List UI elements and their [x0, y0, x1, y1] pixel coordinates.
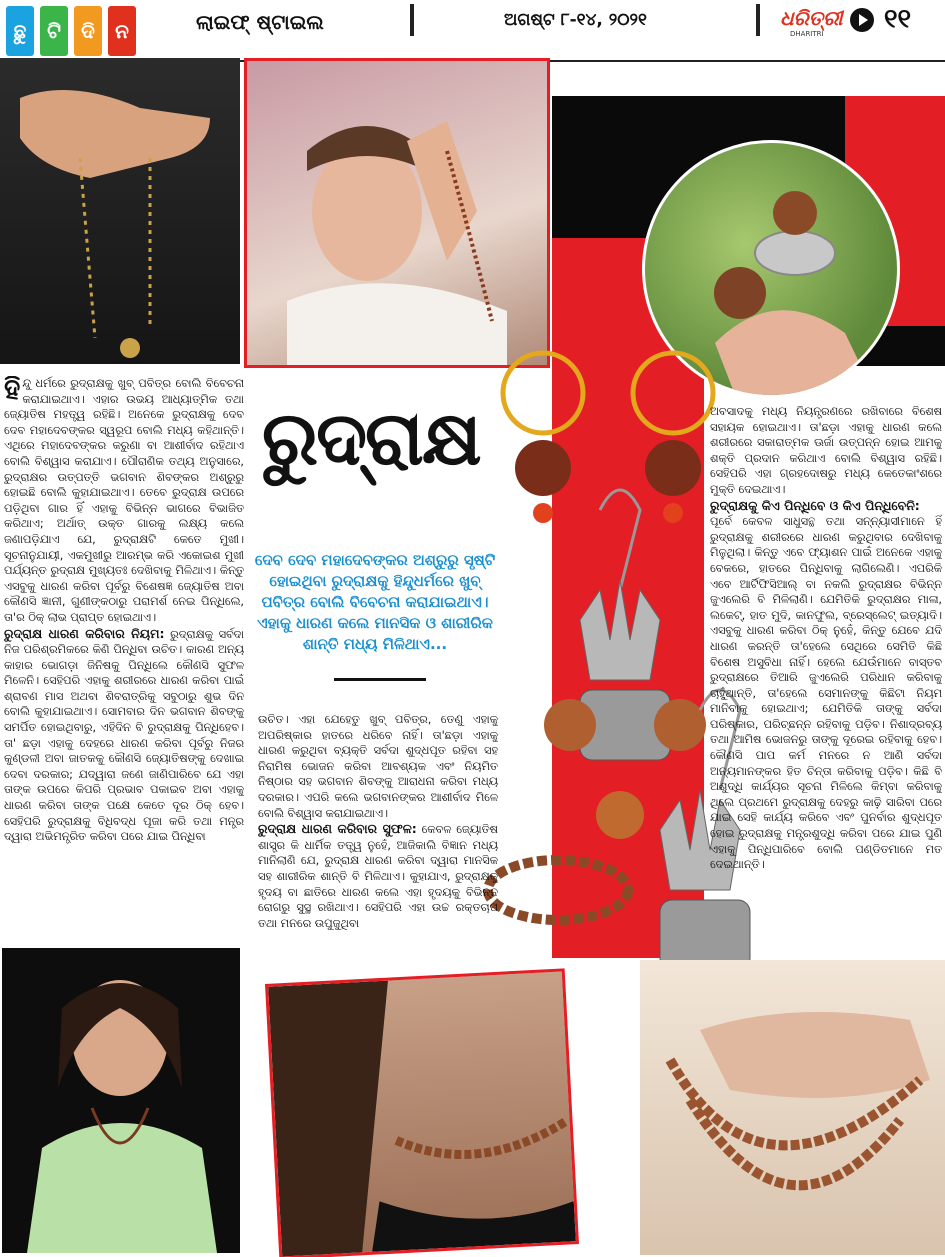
brand-tile-2: ଟି [40, 6, 68, 56]
section-title: ଲାଇଫ୍ ଷ୍ଟାଇଲ [196, 10, 324, 34]
brand-tile-4: ନ [108, 6, 136, 56]
header-divider [410, 4, 414, 36]
issue-date: ଅଗଷ୍ଟ ୮-୧୪, ୨୦୨୧ [504, 10, 647, 30]
photo-woman-necklace [2, 948, 240, 1253]
pull-quote: ଦେବ ଦେବ ମହାଦେବଙ୍କର ଅଶ୍ରୁରୁ ସୃଷ୍ଟି ହୋଇଥିବା ରୁଦ୍ରାକ୍ଷକୁ ହିନ୍ଦୁଧର୍ମରେ ଖୁବ୍ ପବିତ୍ର ବୋଲି ବିବେଚନା କରାଯାଇଥାଏ। ଏହାକୁ ଧାରଣ କଲେ ମାନସିକ ଓ ଶାରୀରିକ ଶାନ୍ତି ମଧ୍ୟ ମିଳିଥାଏ... [254, 551, 496, 653]
photo-choker [265, 968, 579, 1257]
article-column-1 [4, 376, 244, 944]
brand-tile-1: ଛୁ [6, 6, 34, 56]
header-divider [756, 4, 760, 36]
photo-hand-beads [640, 960, 945, 1255]
headline: ରୁଦ୍ରାକ୍ଷ [262, 396, 480, 482]
article-column-2 [258, 712, 498, 980]
column-1-subhead: ରୁଦ୍ରାକ୍ଷ ଧାରଣ କରିବାର ନିୟମ: [4, 625, 165, 641]
column-1-body: ରୁଦ୍ରାକ୍ଷକୁ ସର୍ବଦା ନିଜ ପରିଶ୍ରମିକରେ କିଣି ପିନ୍ଧିବା ଉଚିତ। କାରଣ ଅନ୍ୟ କାହାର ଭୋଗଡ଼ା ଜିନିଷକୁ ପିନ୍ଧିଲେ କୌଣସି ସୁଫଳ ମିଳେନି। ସେହିପରି ଏହାକୁ ଶରୀରରେ ଧାରଣ କରିବା ପାଇଁ ଶ୍ରାବଣ ମାସ ଅଥବା ଶିବରାତ୍ରିକୁ ସବୁଠାରୁ ଶୁଭ ଦିନ ବୋଲି କୁହାଯାଇଥାଏ। ସୋମବାର ଦିନ ଭଗବାନ ଶିବଙ୍କୁ ସମର୍ପିତ ହୋଇଥିବାରୁ, ଏହିଦିନ ବି ରୁଦ୍ରାକ୍ଷକୁ ପିନ୍ଧିହେବ। ତା' ଛଡ଼ା ଏହାକୁ ଦେହରେ ଧାରଣ କରିବା ପୂର୍ବରୁ ନିଜର କୁଣ୍ଡଳୀ ଅବା ଜାତକକୁ କୌଣସି ଜ୍ୟୋତିଷଙ୍କୁ ଦେଖାଇ ଦେବା ଦରକାର; ଯଦ୍ୱାରା ଜଣେ ଜାଣିପାରିବେ ଯେ ଏହା ତାଙ୍କ ଉପରେ କିପରି ପ୍ରଭାବ ପକାଇବ ଅବା ଏହାକୁ ଧାରଣ କରିବା ତାଙ୍କ ପକ୍ଷେ କେତେ ଦୂର ଠିକ୍ ହେବ। ସେହିପରି ରୁଦ୍ରାକ୍ଷକୁ ବିଧିବଦ୍ଧ ପୂଜା କରି ତଥା ମନ୍ତ୍ର ଦ୍ୱାରା ଅଭିମନ୍ତ୍ରିତ କରିବା ପରେ ଯାଇ ପିନ୍ଧିବା [4, 627, 244, 844]
photo-woman-praying [244, 58, 550, 368]
column-3-body-2: ପୂର୍ବେ କେବଳ ସାଧୁସନ୍ଥ ତଥା ସନ୍ନ୍ୟାସୀମାନେ ହିଁ ରୁଦ୍ରାକ୍ଷକୁ ଶରୀରରେ ଧାରଣ କରୁଥିବାର ଦେଖିବାକୁ ମିଳୁଥିଲା। କିନ୍ତୁ ଏବେ ଫ୍ୟାଶନ ପାଇଁ ଅନେକେ ଏହାକୁ ବେକରେ, ହାତରେ ପିନ୍ଧିବାକୁ ଲାଗିଲେଣି। ଏପରିକି ଏବେ ଆର୍ଟିଫିସିଆଲ୍ ବା ନକଲି ରୁଦ୍ରାକ୍ଷର ବିଭିନ୍ନ ଜୁଏଲେରି ବି ମିଳିଲାଣି। ଯେମିତିକି ରୁଦ୍ରାକ୍ଷର ମାଳା, ଲକେଟ୍, ହାତ ମୁଦି, କାନଫୁଲ, ବ୍ରେସ୍‌ଲେଟ୍ ଇତ୍ୟାଦି। ଏସବୁକୁ ଧାରଣ କରିବା ଠିକ୍ ନୁହେଁ, କିନ୍ତୁ ଯେବେ ଯଦି ଧାରଣ କରନ୍ତି ତା'ହେଲେ ସେଥିରେ ସେମିତି କିଛି ବିଶେଷ ଅସୁବିଧା ନାହିଁ। ହେଲେ ଯେଉଁମାନେ ବାସ୍ତବ ରୁଦ୍ରାକ୍ଷରେ ତିଆରି ଜୁଏଲେରି ପରିଧାନ କରିବାକୁ ଚାହୁଁଥାନ୍ତି, ତା'ହେଲେ ସେମାନଙ୍କୁ କିଛିଟା ନିୟମ ମାନିବାକୁ ହୋଇଥାଏ; ଯେମିତିକି ତାଙ୍କୁ ସର୍ବଦା ପରିଷ୍କାର, ପରିଚ୍ଛନ୍ନ ରହିବାକୁ ପଡ଼ିବ। ନିଶାଦ୍ରବ୍ୟ ତଥା ଆମିଷ ଭୋଜନରୁ ତାଙ୍କୁ ଦୂରେଇ ରହିବାକୁ ହେବ। କୌଣସି ପାପ କର୍ମ ମନରେ ନ ଆଣି ସର୍ବଦା ଅନ୍ୟମାନଙ୍କର ହିତ ଚିନ୍ତା କରିବାକୁ ପଡ଼ିବ। କିଛି ବି ଅଶୁଦ୍ଧି କାର୍ଯ୍ୟର ସୂଚନା ମିଳିଲେ କିମ୍ବା କରିବାକୁ ଥିଲେ ପ୍ରଥମେ ରୁଦ୍ରାକ୍ଷକୁ ଦେହରୁ କାଢ଼ି ସାରିବା ପରେ ଯାଇ ସେହି କାର୍ଯ୍ୟ କରିବେ ଏବଂ ପୁନର୍ବାର ଶୁଦ୍ଧପୂତ ହୋଇ ରୁଦ୍ରାକ୍ଷକୁ ମନ୍ତ୍ରଶୁଦ୍ଧି କରିବା ପରେ ଯାଇ ପୁଣି ଏହାକୁ ପିନ୍ଧିପାରିବେ ବୋଲି ପଣ୍ଡିତମାନେ ମତ ଦେଇଥାନ୍ତି। [710, 515, 942, 872]
column-3-subhead: ରୁଦ୍ରାକ୍ଷକୁ କିଏ ପିନ୍ଧିବେ ଓ କିଏ ପିନ୍ଧିବେନି: [710, 497, 920, 513]
pull-quote-rule [334, 678, 426, 681]
column-2-subhead: ରୁଦ୍ରାକ୍ଷ ଧାରଣ କରିବାର ସୁଫଳ: [258, 821, 417, 837]
article-column-3 [710, 404, 942, 960]
brand-tile-3: ଦି [74, 6, 102, 56]
column-1-intro: ନ୍ଦୁ ଧର୍ମରେ ରୁଦ୍ରାକ୍ଷକୁ ଖୁବ୍ ପବିତ୍ର ବୋଲି ବିବେଚନା କରାଯାଇଥାଏ। ଏହାର ଉଭୟ ଆଧ୍ୟାତ୍ମିକ ତଥା ଜ୍ୟୋତିଷ ମହତ୍ତ୍ୱ ରହିଛି। ଅନେକେ ରୁଦ୍ରାକ୍ଷକୁ ଦେବ ଦେବ ମହାଦେବଙ୍କର ସ୍ୱରୂପ ବୋଲି ମଧ୍ୟ କହିଥାନ୍ତି। ଏଥିରେ ମହାଦେବଙ୍କର କରୁଣା ବା ଆଶୀର୍ବାଦ ରହିଥାଏ ବୋଲି ବିଶ୍ୱାସ କରାଯାଏ। ପୌରାଣିକ ତଥ୍ୟ ଅନୁସାରେ, ରୁଦ୍ରାକ୍ଷର ଉତ୍ପତ୍ତି ଭଗବାନ ଶିବଙ୍କର ଅଶ୍ରୁରୁ ହୋଇଛି ବୋଲି କୁହାଯାଇଥାଏ। ତେବେ ରୁଦ୍ରାକ୍ଷ ଉପରେ ପଡ଼ିଥିବା ଗାର ହିଁ ଏହାକୁ ବିଭିନ୍ନ ଭାଗରେ ବିଭାଜିତ କରିଥାଏ; ଅର୍ଥାତ୍ ଉକ୍ତ ଗାରକୁ ଲକ୍ଷ୍ୟ କଲେ ଜଣାପଡ଼ିଯାଏ ଯେ, ରୁଦ୍ରାକ୍ଷଟି କେତେ ମୁଖୀ। ସୂଚନାନୁଯାୟୀ, ଏକମୁଖୀରୁ ଆରମ୍ଭ କରି ଏକୋଇଶ ମୁଖୀ ପର୍ଯ୍ୟନ୍ତ ରୁଦ୍ରାକ୍ଷ ମୁଖ୍ୟତଃ ଦେଖିବାକୁ ମିଳିଥାଏ। କିନ୍ତୁ ଏସବୁକୁ ଧାରଣ କରିବା ପୂର୍ବରୁ ବିଶେଷଜ୍ଞ ଜ୍ୟୋତିଷ ଅବା କୌଣସି ଜ୍ଞାନୀ, ଗୁଣୀଙ୍କଠାରୁ ପରାମର୍ଶ ନେଇ ପିନ୍ଧିଲେ, ତା'ର ଠିକ୍ ଲାଭ ପ୍ରାପ୍ତ ହୋଇଥାଏ। [4, 377, 244, 624]
photo-bracelet [478, 840, 638, 940]
column-2-body: ଉଚିତ। ଏହା ଯେହେତୁ ଖୁବ୍ ପବିତ୍ର, ତେଣୁ ଏହାକୁ ଅପରିଷ୍କାର ହାତରେ ଧରିବେ ନାହିଁ। ତା'ଛଡ଼ା ଏହାକୁ ଧାରଣ କରୁଥିବା ବ୍ୟକ୍ତି ସର୍ବଦା ଶୁଦ୍ଧପୂତ ରହିବା ସହ ନିରାମିଷ ଭୋଜନ କରିବା ଆବଶ୍ୟକ ଏବଂ ନିୟମିତ ନିଷ୍ଠାର ସହ ଭଗବାନ ଶିବଙ୍କୁ ଆରାଧନା କରିବା ମଧ୍ୟ ଦରକାର। ଏପରି କଲେ ଭଗବାନଙ୍କର ଆଶୀର୍ବାଦ ମିଳେ ବୋଲି ବିଶ୍ୱାସ କରାଯାଇଥାଏ। [258, 713, 498, 820]
column-2-body-2: କେବଳ ଜ୍ୟୋତିଷ ଶାସ୍ତ୍ର କି ଧାର୍ମିକ ତତ୍ତ୍ୱ ନୁହେଁ, ଆଜିକାଲି ବିଜ୍ଞାନ ମଧ୍ୟ ମାନିଲାଣି ଯେ, ରୁଦ୍ରାକ୍ଷ ଧାରଣ କରିବା ଦ୍ୱାରା ମାନସିକ ସହ ଶାରୀରିକ ଶାନ୍ତି ବି ମିଳିଥାଏ। କୁହାଯାଏ, ରୁଦ୍ରାକ୍ଷକୁ ହୃଦୟ ବା ଛାତିରେ ଧାରଣ କଲେ ଏହା ହୃଦୟକୁ ବିଭିନ୍ନ ରୋଗରୁ ସୁସ୍ଥ ରଖିଥାଏ। ସେହିପରି ଏହା ଉଚ୍ଚ ରକ୍ତଚାପ ତଥା ମନରେ ଉପୁଜୁଥିବା [258, 823, 498, 930]
publication-logo-sub: DHARITRI [790, 30, 824, 38]
photo-hand-mala [0, 58, 240, 364]
play-icon [850, 8, 874, 32]
publication-logo: ଧରିତ୍ରୀ [780, 6, 843, 30]
page-header [0, 0, 945, 62]
page-number: ୧୧ [884, 4, 912, 34]
drop-cap: ହି [4, 376, 21, 405]
column-3-body: ଅବସାଦକୁ ମଧ୍ୟ ନିୟନ୍ତ୍ରଣରେ ରଖିବାରେ ବିଶେଷ ସହାୟକ ହୋଇଥାଏ। ତା'ଛଡ଼ା ଏହାକୁ ଧାରଣ କଲେ ଶରୀରରେ ସକାରାତ୍ମକ ଊର୍ଜା ଉତ୍ପନ୍ନ ହୋଇ ଆମକୁ ଶକ୍ତି ପ୍ରଦାନ କରିଥାଏ ବୋଲି ବିଶ୍ୱାସ ରହିଛି। ସେହିପରି ଏହା ଗ୍ରହଦୋଷରୁ ମଧ୍ୟ କେତେକାଂଶରେ ମୁକ୍ତି ଦେଇଥାଏ। [710, 405, 942, 496]
